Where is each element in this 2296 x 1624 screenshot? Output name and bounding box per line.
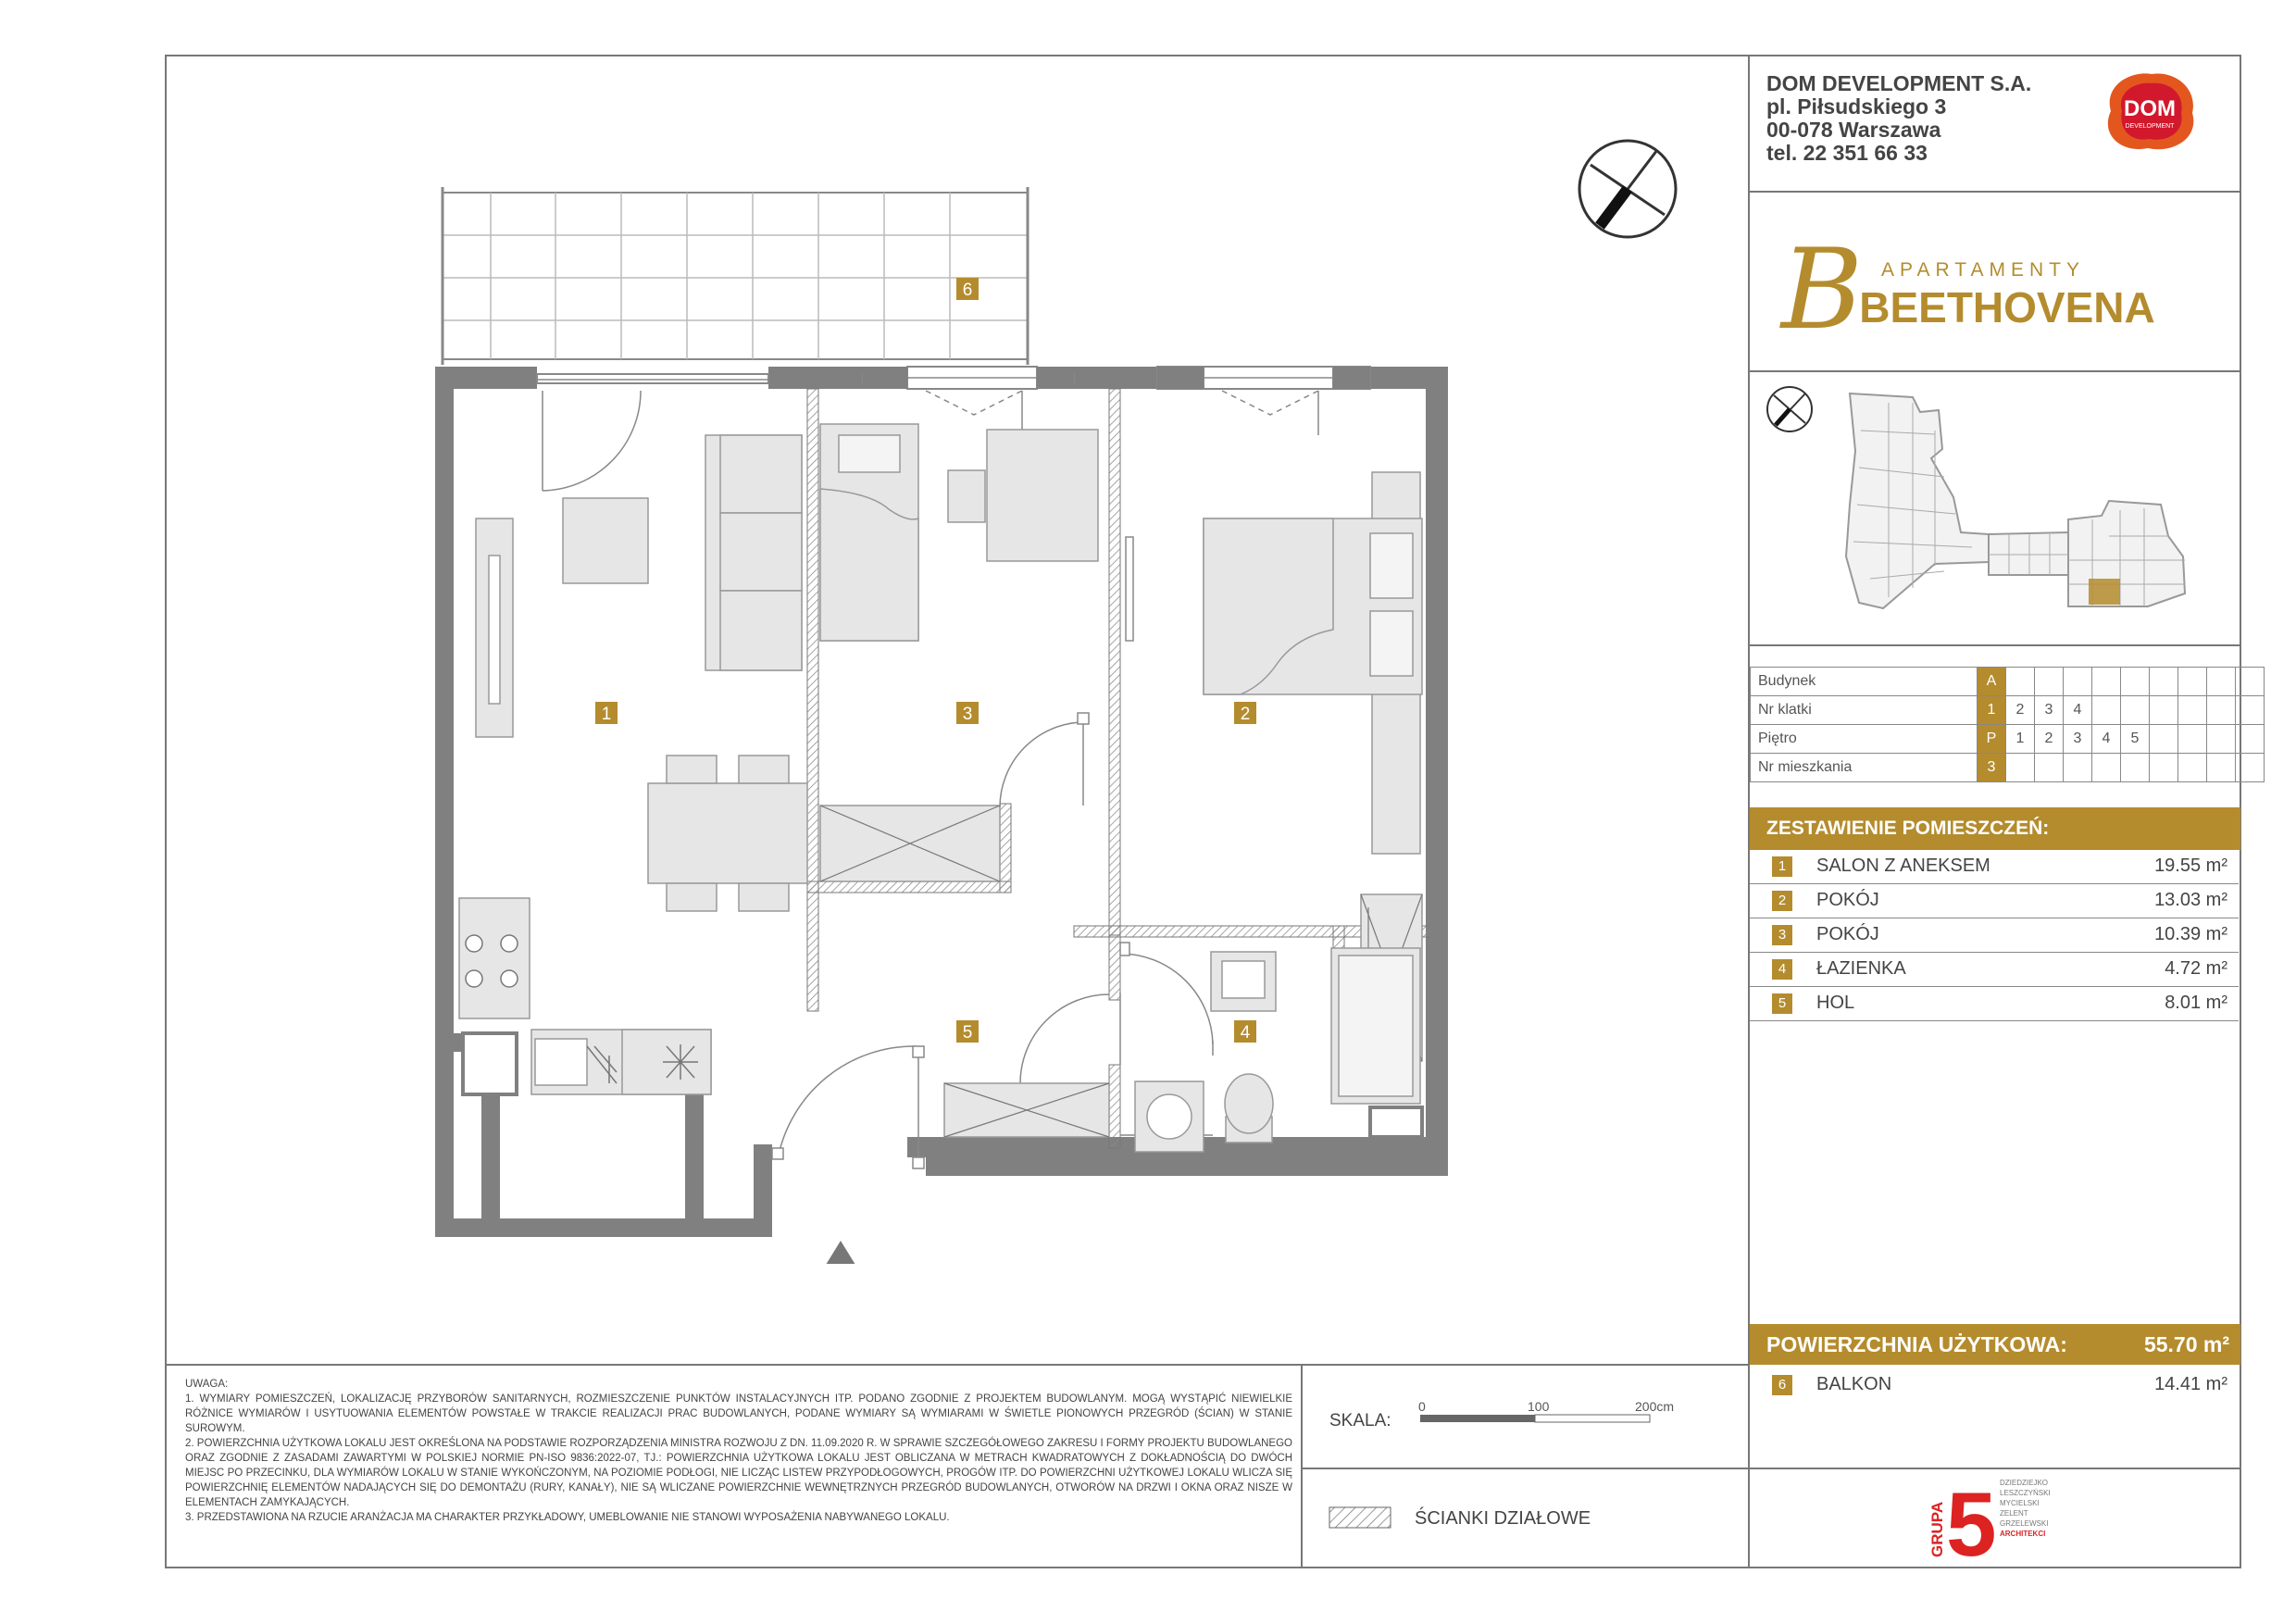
rooms-header: ZESTAWIENIE POMIESZCZEŃ: xyxy=(1750,807,2240,850)
table-cell xyxy=(2207,696,2236,725)
room-row xyxy=(1750,850,2239,884)
table-cell xyxy=(2178,696,2207,725)
room-area: 8.01 m² xyxy=(2165,993,2227,1013)
company-phone: tel. 22 351 66 33 xyxy=(1766,141,1928,165)
scale-tick: 0 xyxy=(1418,1399,1426,1414)
company-name: DOM DEVELOPMENT S.A. xyxy=(1766,71,2032,95)
table-cell xyxy=(2236,696,2265,725)
table-row xyxy=(1751,725,2265,754)
table-cell xyxy=(2178,725,2207,754)
divider xyxy=(165,1364,1750,1366)
table-cell xyxy=(2035,668,2064,696)
room-area: 14.41 m² xyxy=(2154,1374,2227,1394)
table-cell: A xyxy=(1978,668,2006,696)
room-label: 5 xyxy=(962,1023,973,1043)
project-logo xyxy=(1778,209,2213,339)
room-name: POKÓJ xyxy=(1816,890,1879,910)
balcony-row xyxy=(1750,1368,2239,1402)
room-name: HOL xyxy=(1816,993,1855,1013)
table-cell xyxy=(2092,696,2121,725)
company-city: 00-078 Warszawa xyxy=(1766,118,1941,142)
note-item: 3. PRZEDSTAWIONA NA RZUCIE ARANŻACJA MA CHARAKTER PRZYKŁADOWY, UMEBLOWANIE NIE STANOWI WYPOSAŻENIA NABYWANEGO LOKALU. xyxy=(185,1512,950,1523)
table-cell: P xyxy=(1978,725,2006,754)
table-cell xyxy=(2064,668,2092,696)
room-number: 2 xyxy=(1772,891,1792,911)
table-cell xyxy=(2092,754,2121,782)
desk xyxy=(987,430,1098,561)
architect-line: ZELENT xyxy=(2000,1509,2028,1518)
company-street: pl. Piłsudskiego 3 xyxy=(1766,94,1947,119)
key-plan xyxy=(1750,375,2240,643)
monogram: B xyxy=(1780,226,1864,339)
room-row xyxy=(1750,953,2239,987)
table-cell xyxy=(2207,725,2236,754)
room3-door xyxy=(1000,713,1089,807)
architect-side: GRUPA xyxy=(1928,1501,1946,1557)
table-cell: 1 xyxy=(1978,696,2006,725)
table-cell xyxy=(2150,696,2178,725)
architect-line: DZIEDZIEJKO xyxy=(2000,1479,2049,1487)
table-cell xyxy=(2178,754,2207,782)
architect-logo xyxy=(1926,1478,2092,1561)
table-cell xyxy=(2121,668,2150,696)
room-number: 1 xyxy=(1772,856,1792,877)
room-number: 4 xyxy=(1772,959,1792,980)
key-plan-highlight xyxy=(2089,579,2120,605)
table-row xyxy=(1751,668,2265,696)
row-label: Piętro xyxy=(1751,725,1978,754)
entrance-door xyxy=(778,1046,918,1159)
table-cell xyxy=(2006,668,2035,696)
balcony xyxy=(443,187,1028,365)
table-cell xyxy=(2035,754,2064,782)
room-name: SALON Z ANEKSEM xyxy=(1816,856,1990,876)
divider xyxy=(1748,644,2241,646)
room-label: 1 xyxy=(601,705,612,724)
room-area: 10.39 m² xyxy=(2154,924,2227,944)
room-number: 6 xyxy=(1772,1375,1792,1395)
table-cell: 3 xyxy=(2064,725,2092,754)
architect-line: MYCIELSKI xyxy=(2000,1499,2040,1507)
table-cell xyxy=(2207,668,2236,696)
room-label: 6 xyxy=(962,281,973,300)
note-item: 1. WYMIARY POMIESZCZEŃ, LOKALIZACJĘ PRZYBORÓW SANITARNYCH, ROZMIESZCZENIE PUNKTÓW INSTALACYJNYCH ITP. PODANO ZGODNIE Z PROJEKTEM BUDOWLANYM. MOGĄ WYSTĄPIĆ NIEWIELKIE RÓŻNICE WYMIARÓW I USYTUOWANIA ELEMENTÓW POWSTAŁE W TRAKCIE REALIZACJI PRAC BUDOWLANYCH, PODANE WYMIARY SĄ WYMIARAMI W ŚWIETLE PIONOWYCH PRZEGRÓD (ŚCIAN) W STANIE SUROWYM. xyxy=(185,1393,1292,1434)
room-label: 3 xyxy=(962,705,973,724)
scale-label: SKALA: xyxy=(1329,1411,1391,1430)
bathroom-door xyxy=(1020,993,1120,1083)
room-number: 3 xyxy=(1772,925,1792,945)
table-cell xyxy=(2150,754,2178,782)
table-cell xyxy=(2092,668,2121,696)
legend-partition: ŚCIANKI DZIAŁOWE xyxy=(1415,1508,1591,1529)
table-row xyxy=(1751,754,2265,782)
room-label: 4 xyxy=(1240,1023,1251,1043)
table-cell: 2 xyxy=(2006,696,2035,725)
scale-tick: 200cm xyxy=(1635,1399,1675,1414)
living-furniture xyxy=(459,435,807,1018)
table-cell xyxy=(2150,725,2178,754)
scale-bar-empty xyxy=(1535,1415,1650,1422)
table-cell: 3 xyxy=(1978,754,2006,782)
key-compass xyxy=(1767,387,1812,431)
usable-area-label: POWIERZCHNIA UŻYTKOWA: xyxy=(1766,1332,2067,1356)
location-table xyxy=(1750,667,2265,782)
table-cell xyxy=(2207,754,2236,782)
room3-furniture xyxy=(820,424,1098,881)
divider xyxy=(1748,1468,2241,1469)
room-name: BALKON xyxy=(1816,1374,1892,1394)
logo-text: DOM xyxy=(2124,96,2176,121)
divider xyxy=(1301,1364,1303,1568)
note-item: 2. POWIERZCHNIA UŻYTKOWA LOKALU JEST OKREŚLONA NA PODSTAWIE ROZPORZĄDZENIA MINISTRA ROZWOJU Z DN. 11.09.2020 R. W SPRAWIE SZCZEGÓŁOWEGO ZAKRESU I FORMY PROJEKTU BUDOWLANEGO ORAZ ZGODNIE Z ZASADAMI ZAWARTYMI W POLSKIEJ NORMIE PN-ISO 9836:2022-07, TJ.: POWIERZCHNIA UŻYTKOWA LOKALU JEST OBLICZANA W METRACH KWADRATOWYCH Z DOKŁADNOŚCIĄ DO DWÓCH MIEJSC PO PRZECINKU, DLA WYMIARÓW LOKALU W STANIE WYKOŃCZONYM, NA POZIOMIE PODŁOGI, NIE LICZĄC LISTEW PRZYPODŁOGOWYCH, PROGÓW ITP. DO POWIERZCHNI UŻYTKOWEJ LOKALU WLICZA SIĘ POWIERZCHNIĘ ELEMENTÓW NADAJĄCYCH SIĘ DO DEMONTAŻU (RURY, KANAŁY), NIE SĄ WLICZANE POWIERZCHNIE WEWNĘTRZNYCH PRZEGRÓD BUDOWLANYCH, OTWORÓW NA DRZWI I OKNA ORAZ NISZE W ELEMENTACH ZAMYKAJĄCYCH. xyxy=(185,1438,1292,1508)
room-area: 4.72 m² xyxy=(2165,958,2227,979)
entrance-arrow xyxy=(826,1241,855,1264)
room-row xyxy=(1750,884,2239,918)
table-cell xyxy=(2236,725,2265,754)
table-cell: 3 xyxy=(2035,696,2064,725)
stove xyxy=(459,898,530,1018)
table-cell xyxy=(2064,754,2092,782)
notes-title: UWAGA: xyxy=(185,1379,229,1390)
table-cell xyxy=(2236,754,2265,782)
table-cell: 4 xyxy=(2064,696,2092,725)
room-number: 5 xyxy=(1772,993,1792,1014)
logo-sub: DEVELOPMENT xyxy=(2125,123,2175,130)
table-cell: 2 xyxy=(2035,725,2064,754)
project-name: BEETHOVENA xyxy=(1859,283,2155,331)
scale-tick: 100 xyxy=(1528,1399,1550,1414)
architect-num: 5 xyxy=(1946,1478,1997,1561)
compass-icon xyxy=(1572,133,1683,244)
table-cell xyxy=(2178,668,2207,696)
usable-area-bar xyxy=(1750,1324,2240,1365)
room-name: POKÓJ xyxy=(1816,924,1879,944)
row-label: Budynek xyxy=(1751,668,1978,696)
dom-logo xyxy=(2094,67,2203,156)
architect-line: LESZCZYŃSKI xyxy=(2000,1489,2051,1497)
room-label: 2 xyxy=(1240,705,1251,724)
row-label: Nr klatki xyxy=(1751,696,1978,725)
room-row xyxy=(1750,918,2239,953)
divider xyxy=(1748,191,2241,193)
balcony-door xyxy=(543,391,641,491)
table-cell xyxy=(2121,696,2150,725)
table-cell xyxy=(2006,754,2035,782)
floor-plan xyxy=(407,130,1491,1264)
dining-table xyxy=(648,783,807,883)
room-row xyxy=(1750,987,2239,1021)
notes xyxy=(185,1377,1292,1525)
table-cell xyxy=(2236,668,2265,696)
architect-line: GRZELEWSKI xyxy=(2000,1519,2049,1528)
table-row xyxy=(1751,696,2265,725)
room-name: ŁAZIENKA xyxy=(1816,958,1906,979)
room-area: 13.03 m² xyxy=(2154,890,2227,910)
table-cell xyxy=(2150,668,2178,696)
partition-swatch xyxy=(1329,1507,1391,1528)
table-cell: 5 xyxy=(2121,725,2150,754)
project-top: APARTAMENTY xyxy=(1880,259,2086,281)
row-label: Nr mieszkania xyxy=(1751,754,1978,782)
architect-line: ARCHITEKCI xyxy=(2000,1530,2046,1538)
company-info xyxy=(1766,72,2031,165)
scale-bar-filled xyxy=(1420,1415,1535,1422)
table-cell xyxy=(2121,754,2150,782)
scale-legend xyxy=(1305,1368,1748,1558)
usable-area-value: 55.70 m² xyxy=(2143,1332,2229,1356)
room-area: 19.55 m² xyxy=(2154,856,2227,876)
table-cell: 1 xyxy=(2006,725,2035,754)
divider xyxy=(1748,370,2241,372)
armchair xyxy=(563,498,648,583)
table-cell: 4 xyxy=(2092,725,2121,754)
exterior-walls xyxy=(435,367,1448,1237)
